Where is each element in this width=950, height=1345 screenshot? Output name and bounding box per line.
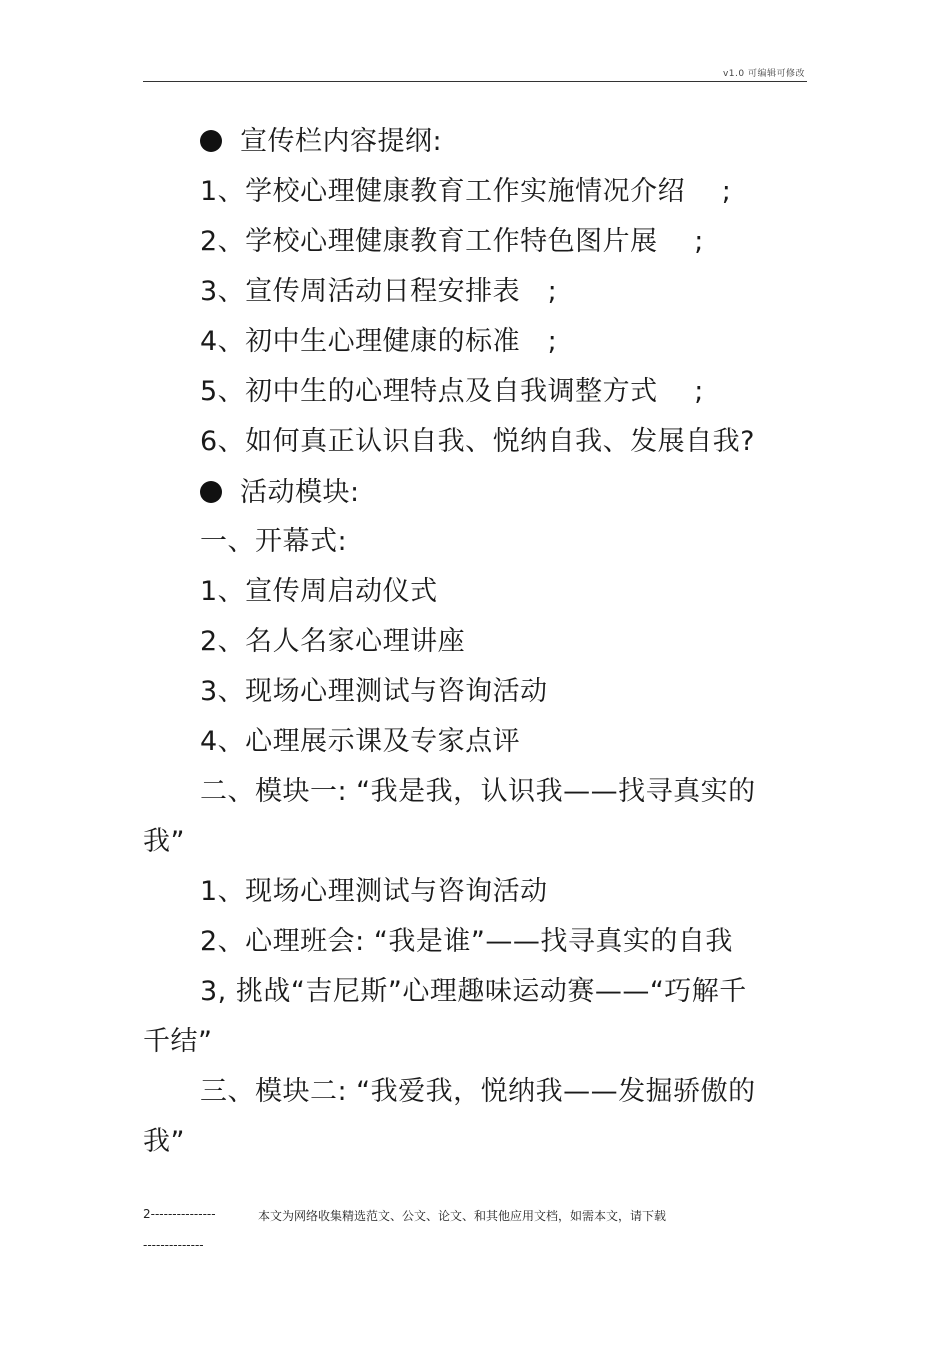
outline-heading-line [200,127,442,157]
module1-item-3-continued: 千结” [143,1026,213,1057]
opening-heading: 一、开幕式: [200,526,348,557]
module2-heading: 三、模块二: “我爱我，悦纳我——发掘骄傲的 [200,1076,756,1107]
footer-notice: 本文为网络收集精选范文、公文、论文、和其他应用文档，如需本文，请下载 [258,1209,667,1223]
outline-item-4: 4、初中生心理健康的标准 ; [200,326,558,357]
opening-item-4: 4、心理展示课及专家点评 [200,726,521,757]
header-version-label: v1.0 可编辑可修改 [722,69,805,79]
module1-heading-continued: 我” [143,826,185,857]
footer-page-marker: 2--------------- [143,1207,216,1221]
module1-item-1: 1、现场心理测试与咨询活动 [200,876,548,907]
outline-item-1: 1、学校心理健康教育工作实施情况介绍 ; [200,176,732,207]
module1-heading: 二、模块一: “我是我，认识我——找寻真实的 [200,776,756,807]
outline-heading-text: 宣传栏内容提纲: [240,126,443,157]
opening-item-1: 1、宣传周启动仪式 [200,576,438,607]
bullet-icon [200,481,222,503]
opening-item-3: 3、现场心理测试与咨询活动 [200,676,548,707]
opening-item-2: 2、名人名家心理讲座 [200,626,466,657]
header-divider [143,81,807,82]
footer-trailing-dashes: -------------- [143,1238,204,1252]
module2-heading-continued: 我” [143,1126,185,1157]
module1-item-3: 3, 挑战“吉尼斯”心理趣味运动赛——“巧解千 [200,976,747,1007]
outline-item-2: 2、学校心理健康教育工作特色图片展 ; [200,226,704,257]
outline-item-3: 3、宣传周活动日程安排表 ; [200,276,558,307]
modules-heading-line [200,478,360,508]
outline-item-5: 5、初中生的心理特点及自我调整方式 ; [200,376,704,407]
module1-item-2: 2、心理班会: “我是谁”——找寻真实的自我 [200,926,733,957]
modules-heading-text: 活动模块: [240,477,360,508]
outline-item-6: 6、如何真正认识自我、悦纳自我、发展自我? [200,426,756,457]
bullet-icon [200,130,222,152]
